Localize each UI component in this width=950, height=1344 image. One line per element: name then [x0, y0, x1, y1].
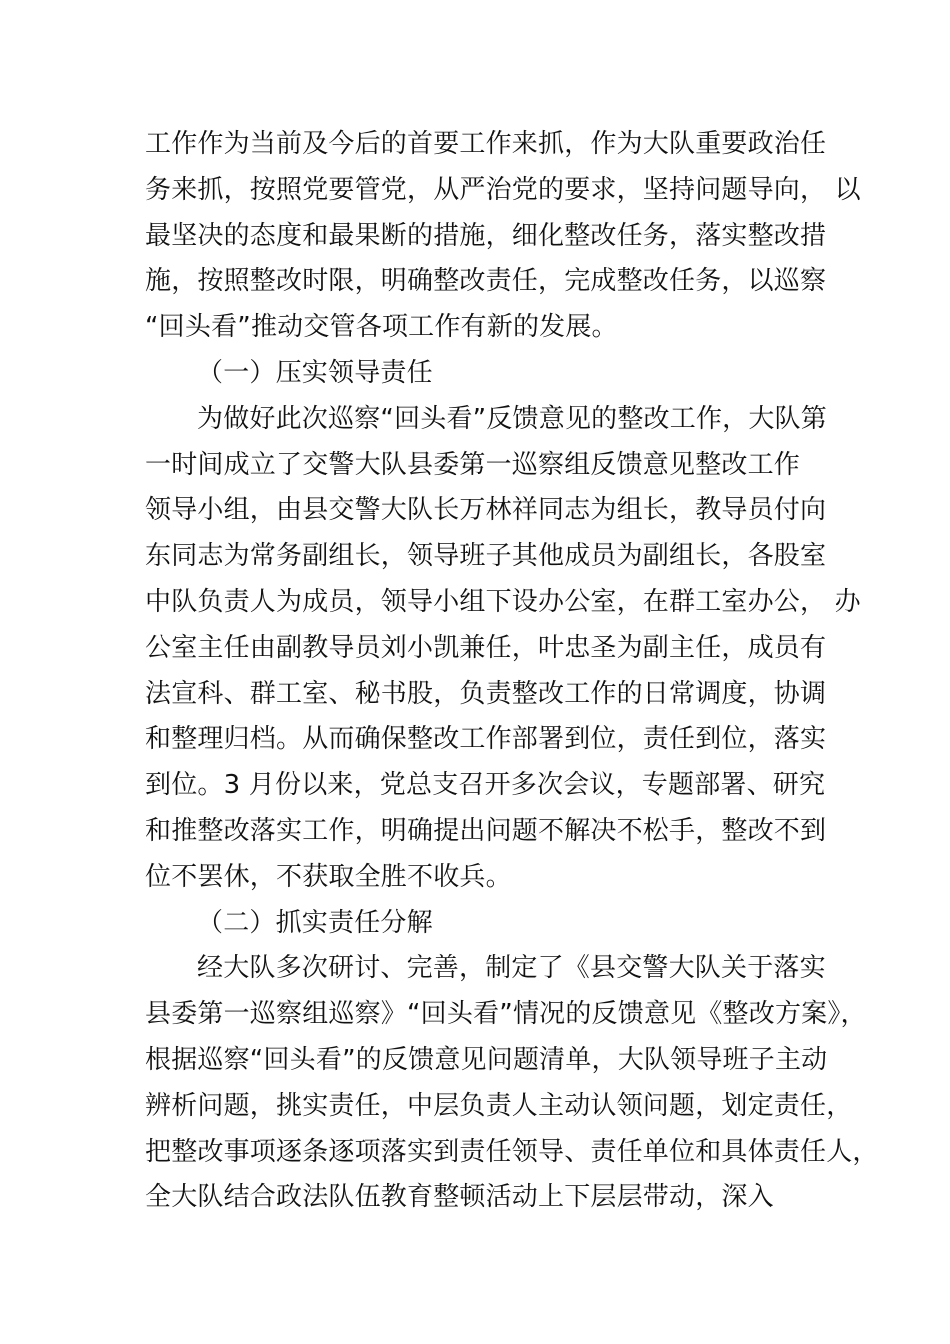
- text-line: 务来抓，按照党要管党，从严治党的要求，坚持问题导向， 以: [145, 174, 861, 205]
- document-body: [145, 122, 879, 1221]
- section-heading: （二）抓实责任分解: [197, 907, 433, 938]
- text-line: 全大队结合政法队伍教育整顿活动上下层层带动，深入: [145, 1182, 774, 1213]
- text-line: 根据巡察“回头看”的反馈意见问题清单，大队领导班子主动: [145, 1044, 828, 1075]
- text-line: 辨析问题，挑实责任，中层负责人主动认领问题，划定责任，: [145, 1090, 853, 1121]
- text-line: 中队负责人为成员，领导小组下设办公室，在群工室办公， 办: [145, 586, 861, 617]
- text-line: 位不罢休，不获取全胜不收兵。: [145, 861, 512, 892]
- text-line: 把整改事项逐条逐项落实到责任领导、责任单位和具体责任人，: [145, 1136, 879, 1167]
- text-line: 到位。3 月份以来，党总支召开多次会议，专题部署、研究: [145, 770, 826, 801]
- text-line: 公室主任由副教导员刘小凯兼任，叶忠圣为副主任，成员有: [145, 632, 827, 663]
- text-line: 一时间成立了交警大队县委第一巡察组反馈意见整改工作: [145, 449, 801, 480]
- text-line: 和整理归档。从而确保整改工作部署到位，责任到位，落实: [145, 724, 827, 755]
- text-line: 为做好此次巡察“回头看”反馈意见的整改工作，大队第: [197, 403, 827, 434]
- section-heading: （一）压实领导责任: [197, 357, 433, 388]
- text-line: 东同志为常务副组长，领导班子其他成员为副组长，各股室: [145, 541, 827, 572]
- text-line: 经大队多次研讨、完善，制定了《县交警大队关于落实: [197, 953, 826, 984]
- text-line: 县委第一巡察组巡察》“回头看”情况的反馈意见《整改方案》，: [145, 999, 867, 1030]
- text-line: 最坚决的态度和最果断的措施，细化整改任务，落实整改措: [145, 220, 827, 251]
- text-line: 和推整改落实工作，明确提出问题不解决不松手，整改不到: [145, 815, 827, 846]
- text-line: 工作作为当前及今后的首要工作来抓，作为大队重要政治任: [145, 129, 827, 159]
- text-line: “回头看”推动交管各项工作有新的发展。: [145, 312, 618, 343]
- text-line: 领导小组，由县交警大队长万林祥同志为组长，教导员付向: [145, 495, 827, 526]
- text-line: 法宣科、群工室、秘书股，负责整改工作的日常调度，协调: [145, 678, 827, 709]
- text-line: 施，按照整改时限，明确整改责任，完成整改任务，以巡察: [145, 266, 827, 297]
